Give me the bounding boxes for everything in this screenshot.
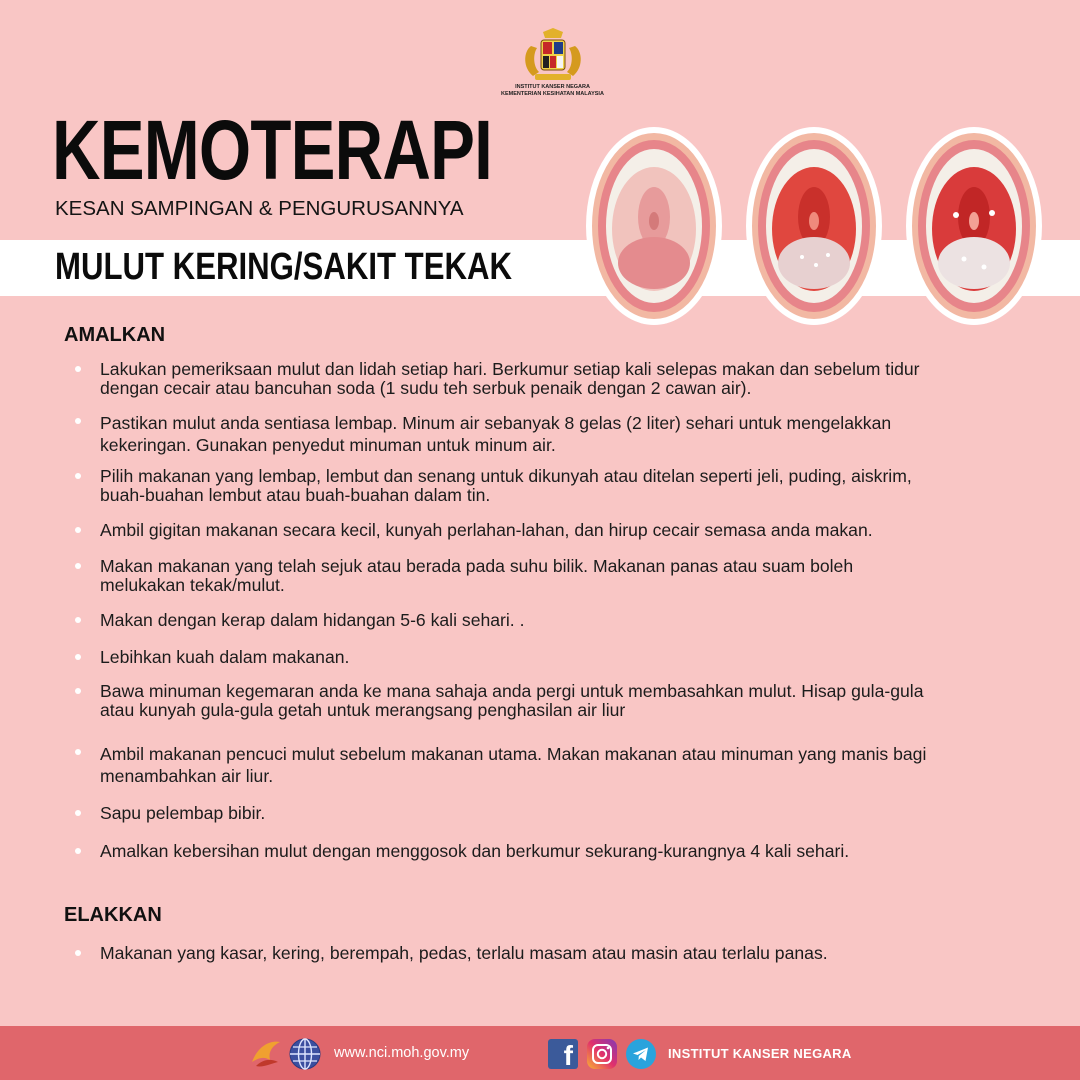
nci-bird-logo-icon xyxy=(248,1036,284,1070)
bullet-icon xyxy=(75,688,81,694)
bullet-icon xyxy=(75,617,81,623)
list-item: Ambil makanan pencuci mulut sebelum makanan utama. Makan makanan atau minuman yang manis bagi menambahkan air liur. xyxy=(75,743,1015,787)
bullet-icon xyxy=(75,473,81,479)
bullet-icon xyxy=(75,527,81,533)
facebook-icon[interactable]: f xyxy=(548,1039,578,1069)
bullet-icon xyxy=(75,810,81,816)
mouth-normal-illustration xyxy=(584,125,724,327)
list-item: Sapu pelembap bibir. xyxy=(75,804,1015,823)
list-item: Pastikan mulut anda sentiasa lembap. Minum air sebanyak 8 gelas (2 liter) sehari untuk mengelakkan kekeringan. Gunakan penyedut minuman untuk minum air. xyxy=(75,412,1015,456)
globe-icon[interactable] xyxy=(288,1037,322,1071)
list-item: Makanan yang kasar, kering, berempah, pedas, terlalu masam atau masin atau terlalu panas. xyxy=(75,944,1015,963)
list-item: Amalkan kebersihan mulut dengan menggosok dan berkumur sekurang-kurangnya 4 kali sehari. xyxy=(75,842,1015,861)
list-item: Makan dengan kerap dalam hidangan 5-6 kali sehari. . xyxy=(75,611,1015,630)
bullet-icon xyxy=(75,563,81,569)
list-item: Ambil gigitan makanan secara kecil, kunyah perlahan-lahan, dan hirup cecair semasa anda makan. xyxy=(75,521,1015,540)
mouth-inflamed-illustration xyxy=(744,125,884,327)
bullet-icon xyxy=(75,654,81,660)
mouth-infected-illustration xyxy=(904,125,1044,327)
elakkan-heading: ELAKKAN xyxy=(64,904,162,926)
list-item: Lebihkan kuah dalam makanan. xyxy=(75,648,1015,667)
amalkan-heading: AMALKAN xyxy=(64,324,166,346)
ministry-logo xyxy=(495,28,610,98)
logo-line-2: KEMENTERIAN KESIHATAN MALAYSIA xyxy=(501,91,604,97)
instagram-icon[interactable] xyxy=(587,1039,617,1069)
list-item: Lakukan pemeriksaan mulut dan lidah setiap hari. Berkumur setiap kali selepas makan dan sebelum tidur dengan cecair atau bancuhan soda (1 sudu teh serbuk penaik dengan 2 cawan air). xyxy=(75,360,1015,398)
malaysia-crest-icon xyxy=(521,28,585,84)
list-item: Pilih makanan yang lembap, lembut dan senang untuk dikunyah atau ditelan seperti jeli, puding, aiskrim, buah-buahan lembut atau buah-buahan dalam tin. xyxy=(75,467,1015,505)
logo-line-1: INSTITUT KANSER NEGARA xyxy=(515,84,590,90)
bullet-icon xyxy=(75,848,81,854)
page-title: KEMOTERAPI xyxy=(52,103,493,197)
website-link[interactable]: www.nci.moh.gov.my xyxy=(334,1045,470,1061)
bullet-icon xyxy=(75,950,81,956)
footer-organization: INSTITUT KANSER NEGARA xyxy=(668,1046,852,1061)
list-item: Bawa minuman kegemaran anda ke mana sahaja anda pergi untuk membasahkan mulut. Hisap gula-gula atau kunyah gula-gula getah untuk merangsang penghasilan air liur xyxy=(75,682,1015,720)
bullet-icon xyxy=(75,366,81,372)
bullet-icon xyxy=(75,749,81,755)
telegram-icon[interactable] xyxy=(626,1039,656,1069)
footer-bar xyxy=(0,1026,1080,1080)
topic-title: MULUT KERING/SAKIT TEKAK xyxy=(55,246,512,288)
page-subtitle: KESAN SAMPINGAN & PENGURUSANNYA xyxy=(55,197,464,220)
bullet-icon xyxy=(75,418,81,424)
list-item: Makan makanan yang telah sejuk atau berada pada suhu bilik. Makanan panas atau suam boleh melukakan tekak/mulut. xyxy=(75,557,1015,595)
